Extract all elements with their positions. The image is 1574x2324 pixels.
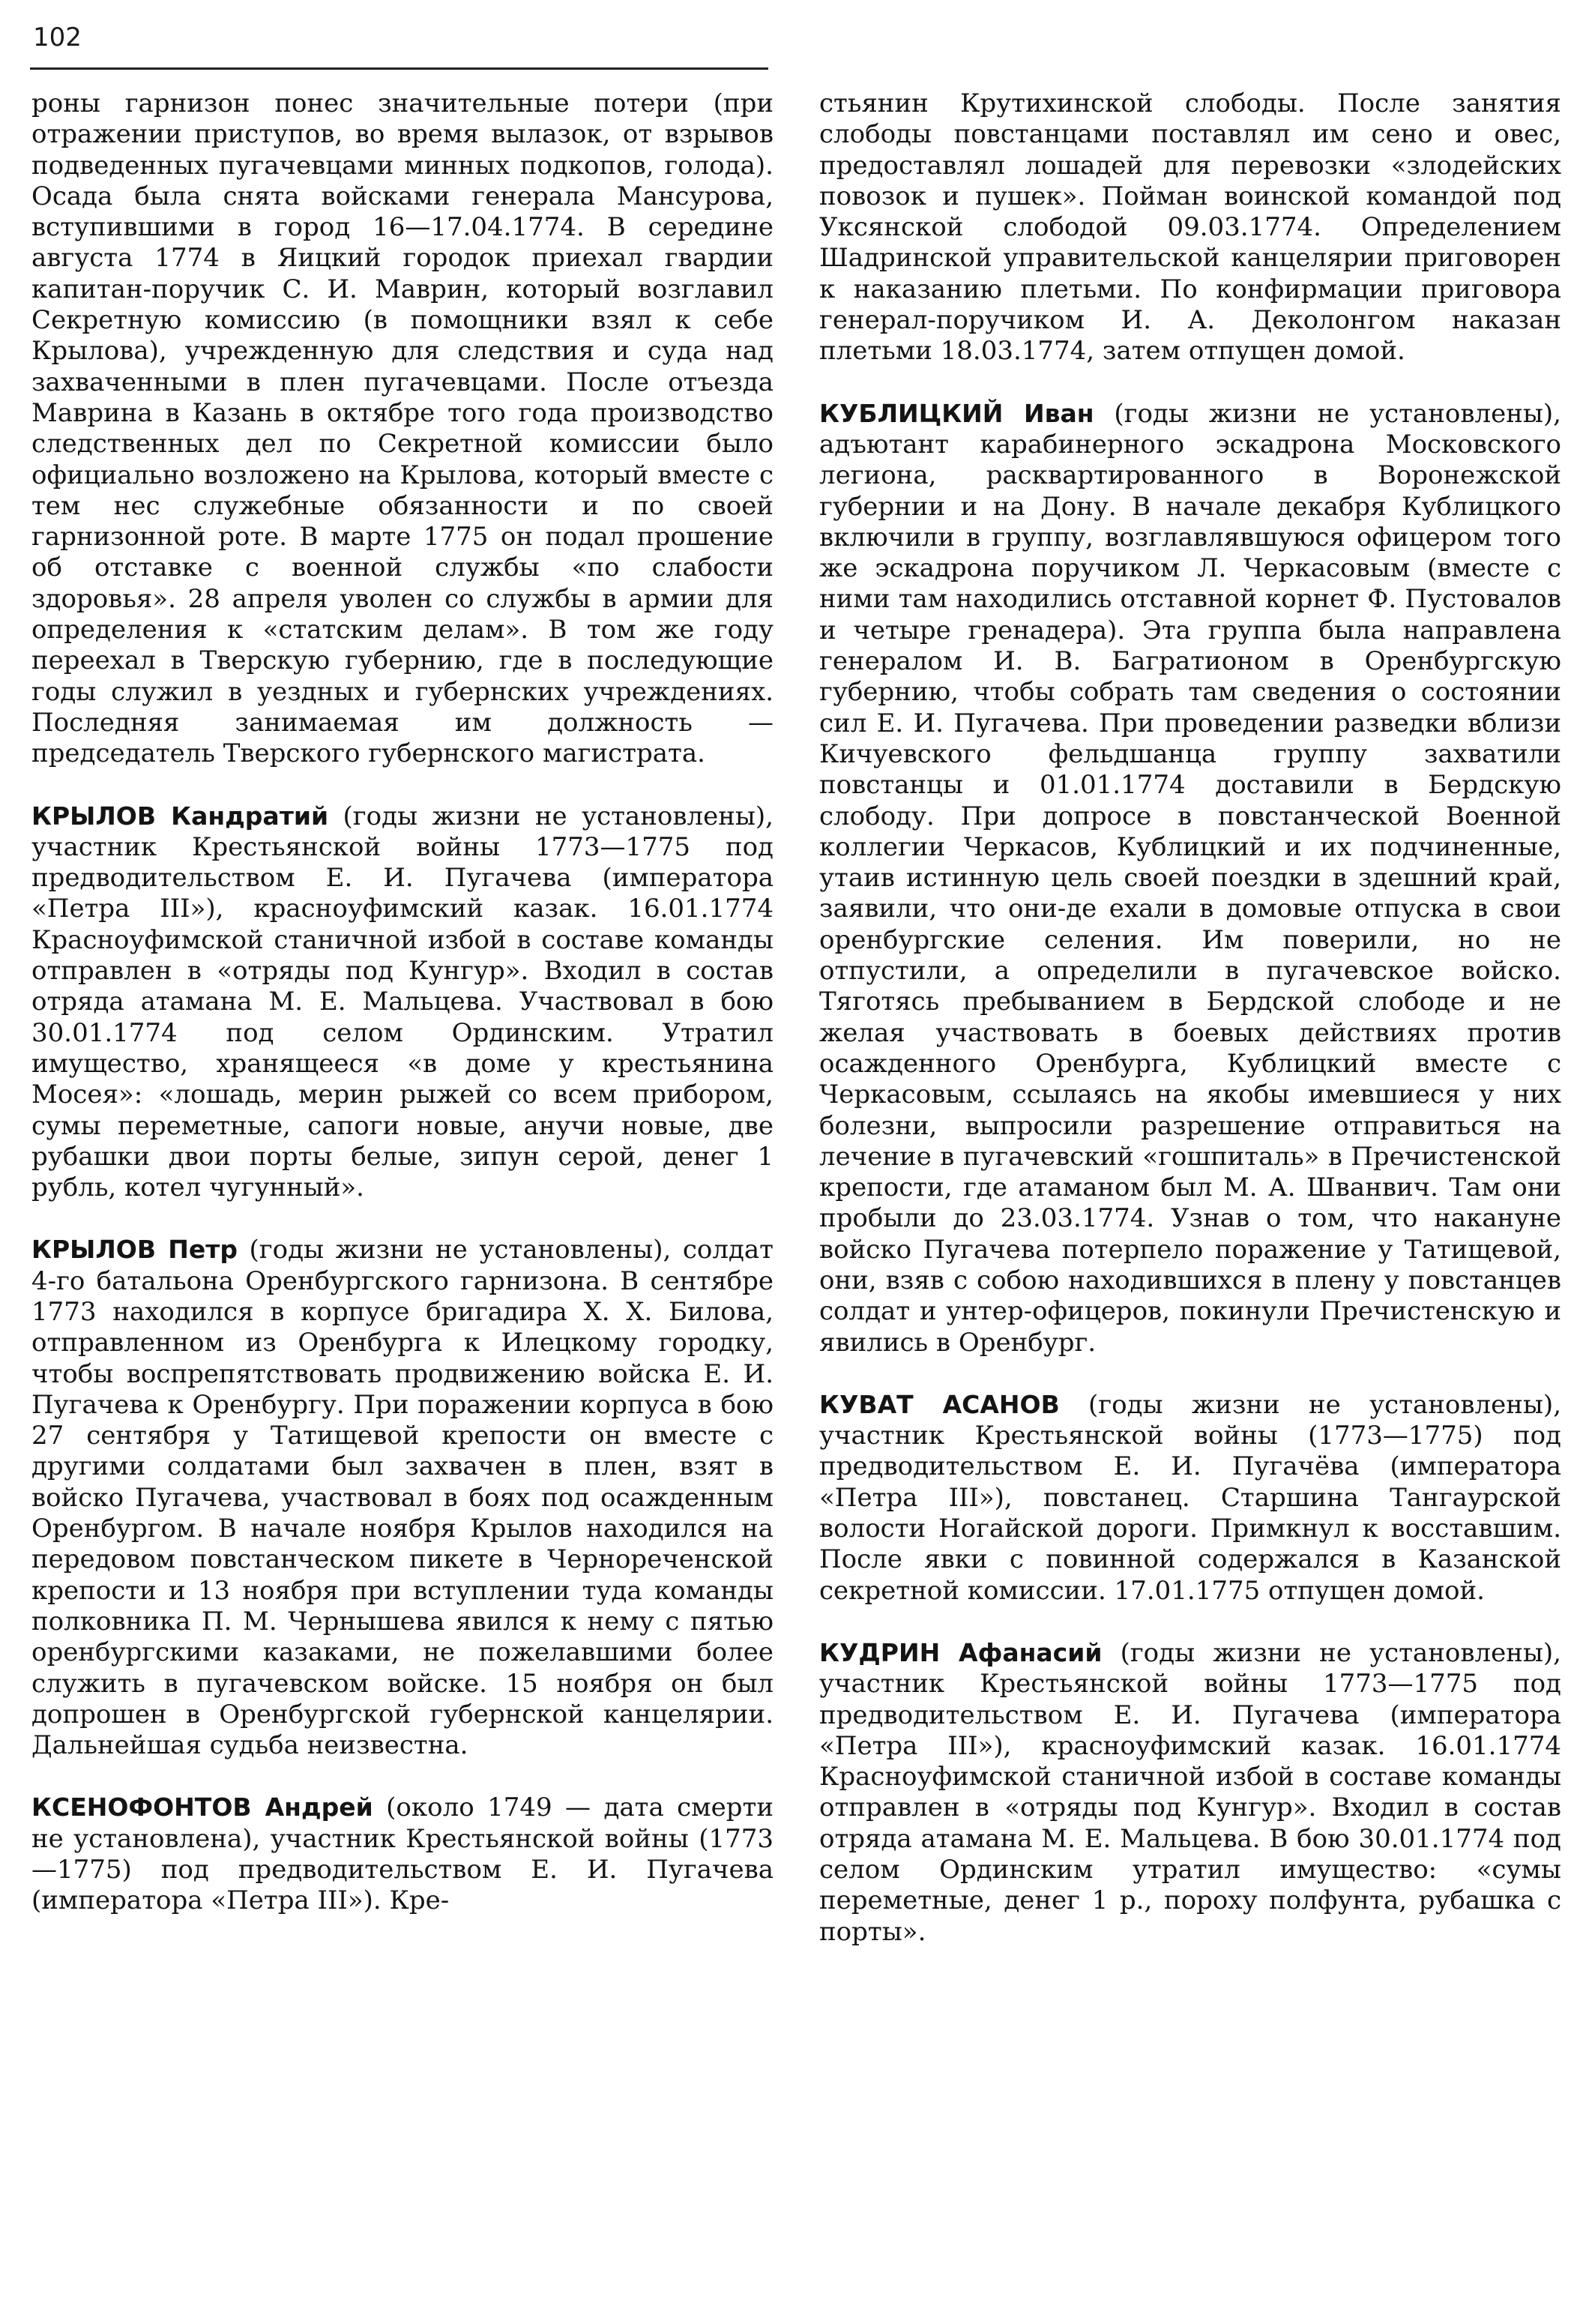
entry-heading: КСЕНОФОНТОВ Андрей bbox=[31, 1792, 373, 1822]
entry-continuation: роны гарнизон понес значительные потери (при отражении приступов, во время вылазок, от взрывов подведенных пугачевцами минных подкопов, голода). Осада была снята войсками генерала Мансурова, вступившими в город 16—17.04.1774. В середине августа 1774 в Яицкий городок приехал гвардии капитан-поручик С. И. Маврин, который возглавил Секретную комиссию (в помощники взял к себе Крылова), учрежденную для следствия и суда над захваченными в плен пугачевцами. После отъезда Маврина в Казань в октябре того года производство следственных дел по Секретной комиссии было официально возложено на Крылова, который вместе с тем нес служебные обязанности и по своей гарнизонной роте. В марте 1775 он подал прошение об отставке с военной службы «по слабости здоровья». 28 апреля уволен со службы в армии для определения к «статским делам». В том же году переехал в Тверскую губернию, где в последующие годы служил в уездных и губернских учреждениях. Последняя занимаемая им должность — председатель Тверского губернского магистрата. bbox=[31, 88, 774, 769]
entry-body: (годы жизни не установлены), участник Крестьянской войны (1773—1775) под предводительством Е. И. Пугачёва (императора «Петра III»), повстанец. Старшина Тангаурской волости Ногайской дороги. Примкнул к восставшим. После явки с повинной содержался в Казанской секретной комиссии. 17.01.1775 отпущен домой. bbox=[819, 1389, 1561, 1606]
entry-heading: КРЫЛОВ Петр bbox=[31, 1235, 238, 1265]
header-rule bbox=[30, 67, 768, 70]
entry-heading: КУБЛИЦКИЙ Иван bbox=[819, 398, 1094, 428]
entry-continuation: стьянин Крутихинской слободы. После занятия слободы повстанцами поставлял им сено и овес, предоставлял лошадей для перевозки «злодейских повозок и пушек». Пойман воинской командой под Уксянской слободой 09.03.1774. Определением Шадринской управительской канцелярии приговорен к наказанию плетьми. По конфирмации приговора генерал-поручиком И. А. Деколонгом наказан плетьми 18.03.1774, затем отпущен домой. bbox=[819, 88, 1561, 367]
entry-body: (около 1749 — дата смерти не установлена), участник Крестьянской войны (1773—1775) под предводительством Е. И. Пугачева (императора «Петра III»). Кре- bbox=[31, 1792, 774, 1916]
entry-krylov-petr bbox=[31, 1234, 774, 1761]
left-column bbox=[31, 88, 774, 1948]
entry-body: (годы жизни не установлены), солдат 4-го батальона Оренбургского гарнизона. В сентябре 1773 находился в корпусе бригадира Х. Х. Билова, отправленном из Оренбурга к Илецкому городку, чтобы воспрепятствовать продвижению войска Е. И. Пугачева к Оренбургу. При поражении корпуса в бою 27 сентября у Татищевой крепости он вместе с другими солдатами был захвачен в плен, взят в войско Пугачева, участвовал в боях под осажденным Оренбургом. В начале ноября Крылов находился на передовом повстанческом пикете в Чернореченской крепости и 13 ноября при вступлении туда команды полковника П. М. Чернышева явился к нему с пятью оренбургскими казаками, не пожелавшими более служить в пугачевском войске. 15 ноября он был допрошен в Оренбургской губернской канцелярии. Дальнейшая судьба неизвестна. bbox=[31, 1235, 774, 1761]
entry-heading: КУВАТ АСАНОВ bbox=[819, 1389, 1060, 1419]
entry-kublitskiy-ivan bbox=[819, 398, 1561, 1358]
entry-krylov-kandratiy bbox=[31, 801, 774, 1204]
entry-heading: КРЫЛОВ Кандратий bbox=[31, 801, 329, 831]
entry-body: (годы жизни не установлены), участник Крестьянской войны 1773—1775 под предводительством Е. И. Пугачева (императора «Петра III»), красноуфимский казак. 16.01.1774 Красноуфимской станичной избой в составе команды отправлен в «отряды под Кунгур». Входил в состав отряда атамана М. Е. Мальцева. Участвовал в бою 30.01.1774 под селом Ординским. Утратил имущество, хранящееся «в доме у крестьянина Мосея»: «лошадь, мерин рыжей со всем прибором, сумы переметные, сапоги новые, анучи новые, две рубашки двои порты белые, зипун серой, денег 1 рубль, котел чугунный». bbox=[31, 801, 774, 1203]
entry-heading: КУДРИН Афанасий bbox=[819, 1637, 1103, 1667]
entry-kudrin-afanasiy bbox=[819, 1637, 1561, 1948]
entry-ksenofontov-andrey bbox=[31, 1792, 774, 1916]
entry-kuvat-asanov bbox=[819, 1389, 1561, 1607]
entry-body: (годы жизни не установлены), участник Крестьянской войны 1773—1775 под предводительством Е. И. Пугачева (императора «Петра III»), красноуфимский казак. 16.01.1774 Красноуфимской станичной избой в составе команды отправлен в «отряды под Кунгур». Входил в состав отряда атамана М. Е. Мальцева. В бою 30.01.1774 под селом Ординским утратил имущество: «сумы переметные, денег 1 р., пороху полфунта, рубашка с порты». bbox=[819, 1637, 1561, 1947]
page-number: 102 bbox=[33, 22, 82, 52]
entry-body: (годы жизни не установлены), адъютант карабинерного эскадрона Московского легиона, расквартированного в Воронежской губернии и на Дону. В начале декабря Кублицкого включили в группу, возглавлявшуюся офицером того же эскадрона поручиком Л. Черкасовым (вместе с ними там находились отставной корнет Ф. Пустовалов и четыре гренадера). Эта группа была направлена генералом И. В. Багратионом в Оренбургскую губернию, чтобы собрать там сведения о состоянии сил Е. И. Пугачева. При проведении разведки вблизи Кичуевского фельдшанца группу захватили повстанцы и 01.01.1774 доставили в Бердскую слободу. При допросе в повстанческой Военной коллегии Черкасов, Кублицкий и их подчиненные, утаив истинную цель своей поездки в здешний край, заявили, что они-де ехали в домовые отпуска в свои оренбургские селения. Им поверили, но не отпустили, а определили в пугачевское войско. Тяготясь пребыванием в Бердской слободе и не желая участвовать в боевых действиях против осажденного Оренбурга, Кублицкий вместе с Черкасовым, ссылаясь на якобы имевшиеся у них болезни, выпросили разрешение отправиться на лечение в пугачевский «гошпиталь» в Пречистенской крепости, где атаманом был М. А. Шванвич. Там они пробыли до 23.03.1774. Узнав о том, что накануне войско Пугачева потерпело поражение у Татищевой, они, взяв с собою находившихся в плену у повстанцев солдат и унтер-офицеров, покинули Пречистенскую и явились в Оренбург. bbox=[819, 398, 1561, 1358]
right-column bbox=[819, 88, 1561, 1978]
